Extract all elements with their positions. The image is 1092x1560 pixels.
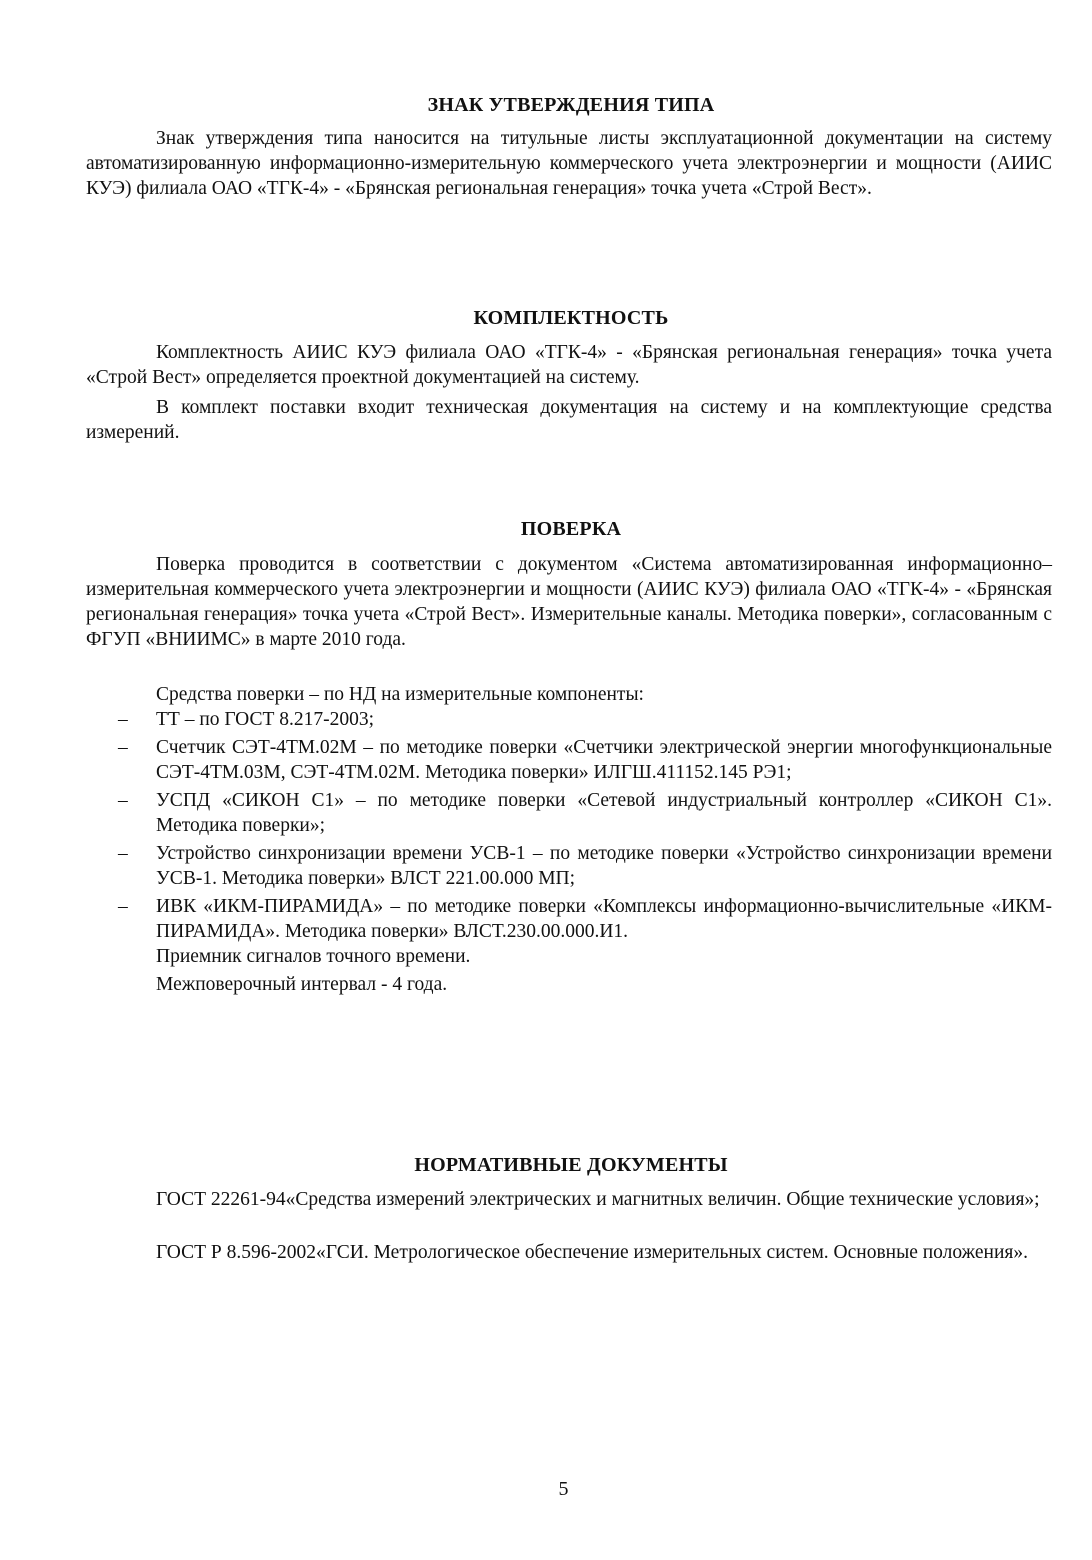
dash-bullet: – <box>118 790 128 811</box>
list-item: – Устройство синхронизации времени УСВ-1 – по методике поверки «Устройство синхронизации времени УСВ-1. Методика поверки» ВЛСТ 221.00.000 МП; <box>118 843 1052 889</box>
paragraph-type-approval-mark: Знак утверждения типа наносится на титульные листы эксплуатационной документации на систему автоматизированную информационно-измерительную коммерческого учета электроэнергии и мощности (АИИС КУЭ) филиала ОАО «ТГК-4» - «Брянская региональная генерация» точка учета «Строй Вест». <box>86 128 1052 199</box>
paragraph-normative-1: ГОСТ 22261-94«Средства измерений электрических и магнитных величин. Общие технические условия»; <box>156 1189 1040 1210</box>
heading-type-approval-mark: ЗНАК УТВЕРЖДЕНИЯ ТИПА <box>427 94 715 116</box>
heading-completeness: КОМПЛЕКТНОСТЬ <box>473 307 669 329</box>
page-number: 5 <box>558 1478 569 1500</box>
list-item: – ТТ – по ГОСТ 8.217-2003; <box>118 709 375 730</box>
paragraph-completeness-1: Комплектность АИИС КУЭ филиала ОАО «ТГК-4» - «Брянская региональная генерация» точка учета «Строй Вест» определяется проектной документацией на систему. <box>86 342 1052 388</box>
dash-bullet: – <box>118 709 128 730</box>
list-note-time-receiver: Приемник сигналов точного времени. <box>156 946 471 967</box>
paragraph-verification-means: Средства поверки – по НД на измерительные компоненты: <box>156 684 644 705</box>
heading-normative-documents: НОРМАТИВНЫЕ ДОКУМЕНТЫ <box>414 1154 728 1176</box>
list-note-interval: Межповерочный интервал - 4 года. <box>156 974 448 995</box>
dash-bullet: – <box>118 737 128 758</box>
heading-verification: ПОВЕРКА <box>520 518 622 540</box>
list-item: – ИВК «ИКМ-ПИРАМИДА» – по методике поверки «Комплексы информационно-вычислительные «ИКМ-ПИРАМИДА». Методика поверки» ВЛСТ.230.00.000.И1. <box>118 896 1052 942</box>
paragraph-verification-1: Поверка проводится в соответствии с документом «Система автоматизированная информационно–измерительная коммерческого учета электроэнергии и мощности (АИИС КУЭ) филиала ОАО «ТГК-4» - «Брянская региональная генерация» точка учета «Строй Вест». Измерительные каналы. Методика поверки», согласованным с ФГУП «ВНИИМС» в марте 2010 года. <box>86 554 1052 650</box>
paragraph-completeness-2: В комплект поставки входит техническая документация на систему и на комплектующие средства измерений. <box>86 397 1052 443</box>
dash-bullet: – <box>118 843 128 864</box>
verification-means-list <box>118 707 1052 997</box>
dash-bullet: – <box>118 896 128 917</box>
list-item: – УСПД «СИКОН С1» – по методике поверки «Сетевой индустриальный контроллер «СИКОН С1». Методика поверки»; <box>118 790 1052 836</box>
list-item: – Счетчик СЭТ-4ТМ.02М – по методике поверки «Счетчики электрической энергии многофункциональные СЭТ-4ТМ.03М, СЭТ-4ТМ.02М. Методика поверки» ИЛГШ.411152.145 РЭ1; <box>118 737 1052 783</box>
paragraph-normative-2: ГОСТ Р 8.596-2002«ГСИ. Метрологическое обеспечение измерительных систем. Основные положения». <box>156 1242 1029 1263</box>
